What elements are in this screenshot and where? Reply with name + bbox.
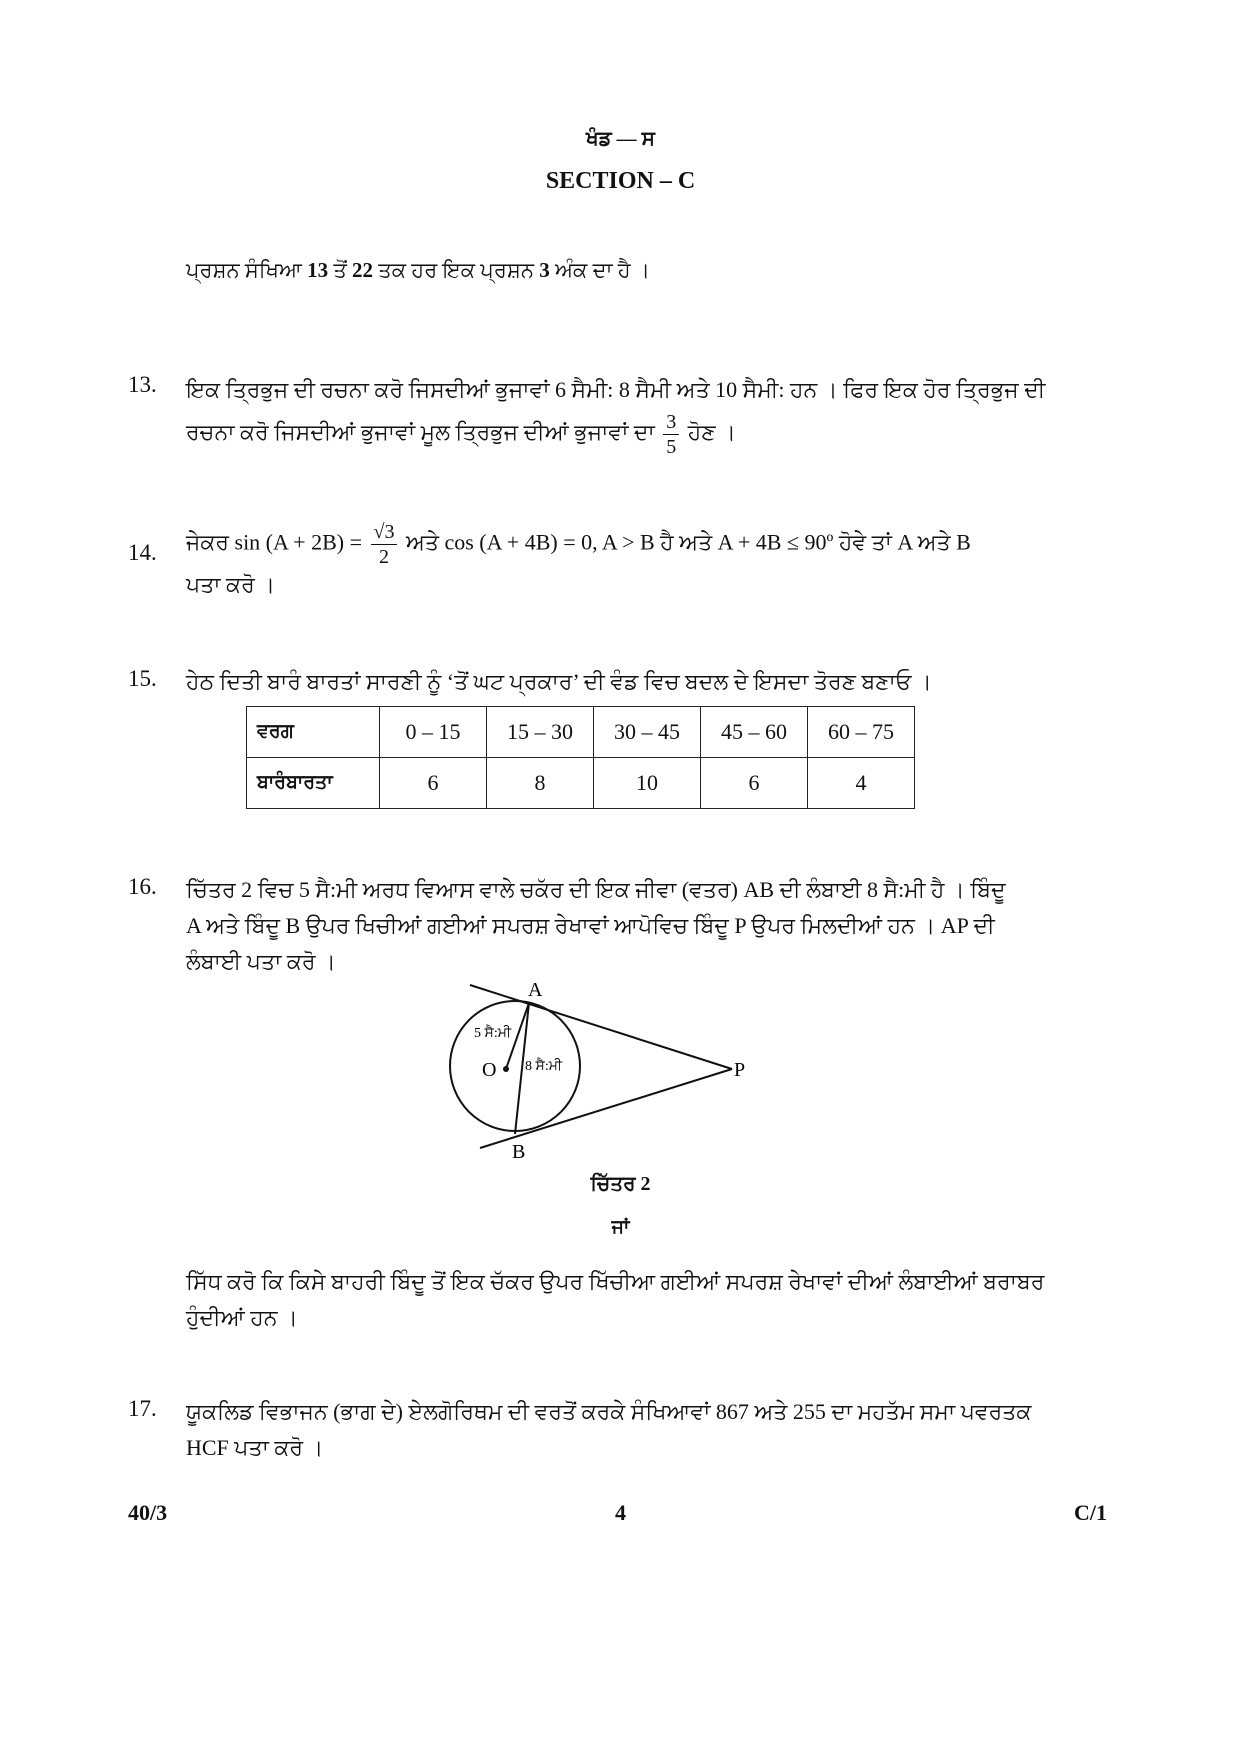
- question-17-line1: ਯੂਕਲਿਡ ਵਿਭਾਜਨ (ਭਾਗ ਦੇ) ਏਲਗੋਰਿਥਮ ਦੀ ਵਰਤੋਂ ਕਰਕੇ ਸੰਖਿਆਵਾਂ 867 ਅਤੇ 255 ਦਾ ਮਹਤੱਮ ਸਮਾ ਪਵਰਤਕ: [186, 1399, 1032, 1424]
- table-cell: 0 – 15: [380, 707, 487, 758]
- question-14-text: [186, 522, 1086, 603]
- table-cell: 60 – 75: [808, 707, 915, 758]
- question-16-line2: A ਅਤੇ ਬਿੰਦੂ B ਉਪਰ ਖਿਚੀਆਂ ਗਈਆਂ ਸਪਰਸ਼ ਰੇਖਾਵਾਂ ਆਪੋਵਿਚ ਬਿੰਦੂ P ਉਪਰ ਮਿਲਦੀਆਂ ਹਨ । AP ਦੀ: [186, 913, 995, 938]
- question-16-text: [186, 872, 1066, 980]
- center-point: [503, 1066, 509, 1072]
- section-instruction: [186, 258, 650, 283]
- table-row: [247, 707, 915, 758]
- question-14-part2: ਅਤੇ cos (A + 4B) = 0, A > B ਹੈ ਅਤੇ A + 4B ≤ 90º ਹੋਵੇ ਤਾਂ A ਅਤੇ B: [405, 529, 971, 555]
- section-title-punjabi: ਖੰਡ — ਸ: [586, 128, 655, 150]
- question-13-text: [186, 372, 1066, 457]
- fraction-denominator: 5: [666, 436, 677, 458]
- fraction-numerator: 3: [663, 412, 679, 435]
- label-radius: 5 ਸੈ:ਮੀ: [474, 1026, 512, 1041]
- question-17-text: [186, 1394, 1066, 1466]
- question-16-number: 16.: [128, 874, 157, 899]
- question-16-line3: ਲੰਬਾਈ ਪਤਾ ਕਰੋ ।: [186, 949, 336, 974]
- table-cell: 6: [380, 758, 487, 809]
- fraction-numerator: √3: [371, 522, 398, 545]
- instruction-text: ਅੰਕ ਦਾ ਹੈ ।: [549, 258, 651, 282]
- instruction-text: ਪ੍ਰਸ਼ਨ ਸੰਖਿਆ: [186, 258, 308, 282]
- table-cell: 30 – 45: [594, 707, 701, 758]
- footer-paper-code: 40/3: [128, 1500, 168, 1525]
- instruction-marks: 3: [539, 258, 550, 282]
- question-15-number: 15.: [128, 666, 157, 691]
- table-cell: 15 – 30: [487, 707, 594, 758]
- figure-caption: ਚਿੱਤਰ 2: [590, 1173, 651, 1195]
- footer-set-code: C/1: [1074, 1500, 1107, 1525]
- question-17-line2: HCF ਪਤਾ ਕਰੋ ।: [186, 1435, 324, 1460]
- question-16-alt-line1: ਸਿੱਧ ਕਰੋ ਕਿ ਕਿਸੇ ਬਾਹਰੀ ਬਿੰਦੂ ਤੋਂ ਇਕ ਚੱਕਰ ਉਪਰ ਖਿੱਚੀਆ ਗਈਆਂ ਸਪਰਸ਼ ਰੇਖਾਵਾਂ ਦੀਆਂ ਲੰਬਾਈਆਂ ਬਰਾਬਰ: [186, 1269, 1045, 1294]
- question-13-line2-end: ਹੋਣ ।: [687, 419, 736, 445]
- instruction-text: ਤਕ ਹਰ ਇਕ ਪ੍ਰਸ਼ਨ: [373, 258, 540, 282]
- question-14-line2: ਪਤਾ ਕਰੋ ।: [186, 572, 276, 597]
- footer-page-number: 4: [615, 1500, 626, 1525]
- frequency-table: [246, 706, 915, 809]
- table-cell: 10: [594, 758, 701, 809]
- question-14-line1: [186, 522, 1086, 567]
- label-o: O: [482, 1059, 497, 1081]
- label-chord: 8 ਸੈ:ਮੀ: [525, 1059, 563, 1074]
- question-13-line2-text: ਰਚਨਾ ਕਰੋ ਜਿਸਦੀਆਂ ਭੁਜਾਵਾਂ ਮੂਲ ਤ੍ਰਿਭੁਜ ਦੀਆਂ ਭੁਜਾਵਾਂ ਦਾ: [186, 419, 655, 445]
- question-14-part1: ਜੇਕਰ sin (A + 2B) =: [186, 529, 362, 555]
- instruction-to: 22: [352, 258, 374, 282]
- label-a: A: [528, 980, 543, 1001]
- table-cell: 8: [487, 758, 594, 809]
- instruction-text: ਤੋਂ: [328, 258, 353, 282]
- question-13-line1: ਇਕ ਤ੍ਰਿਭੁਜ ਦੀ ਰਚਨਾ ਕਰੋ ਜਿਸਦੀਆਂ ਭੁਜਾਵਾਂ 6 ਸੈਮੀ: 8 ਸੈਮੀ ਅਤੇ 10 ਸੈਮੀ: ਹਨ । ਫਿਰ ਇਕ ਹੋਰ ਤ੍ਰਿਭੁਜ ਦੀ: [186, 377, 1046, 402]
- question-16-alternative: [186, 1264, 1066, 1336]
- tangent-circle-figure: [430, 980, 770, 1170]
- or-separator: ਜਾਂ: [611, 1217, 630, 1238]
- question-14-number: 14.: [128, 540, 157, 565]
- label-b: B: [512, 1141, 526, 1163]
- question-16-alt-line2: ਹੁੰਦੀਆਂ ਹਨ ।: [186, 1305, 298, 1330]
- section-title-english: SECTION – C: [545, 168, 696, 194]
- table-row: [247, 758, 915, 809]
- instruction-from: 13: [307, 258, 329, 282]
- table-header-frequency: ਬਾਰੰਬਾਰਤਾ: [247, 758, 380, 809]
- label-p: P: [734, 1059, 746, 1081]
- fraction-root3-over-2: [371, 522, 398, 567]
- question-13-number: 13.: [128, 372, 157, 397]
- fraction-denominator: 2: [378, 546, 389, 568]
- question-15-text: ਹੇਠ ਦਿਤੀ ਬਾਰੰ ਬਾਰਤਾਂ ਸਾਰਣੀ ਨੂੰ ‘ਤੋਂ ਘਟ ਪ੍ਰਕਾਰ’ ਦੀ ਵੰਡ ਵਿਚ ਬਦਲ ਦੇ ਇਸਦਾ ਤੋਰਣ ਬਣਾਓ ।: [186, 669, 932, 694]
- table-cell: 45 – 60: [701, 707, 808, 758]
- question-16-line1: ਚਿੱਤਰ 2 ਵਿਚ 5 ਸੈ:ਮੀ ਅਰਧ ਵਿਆਸ ਵਾਲੇ ਚਕੱਰ ਦੀ ਇਕ ਜੀਵਾ (ਵਤਰ) AB ਦੀ ਲੰਬਾਈ 8 ਸੈ:ਮੀ ਹੈ । ਬਿੰਦੂ: [186, 877, 1006, 902]
- table-cell: 6: [701, 758, 808, 809]
- table-cell: 4: [808, 758, 915, 809]
- fraction-three-fifths: [663, 412, 679, 457]
- question-17-number: 17.: [128, 1396, 157, 1421]
- question-13-line2: [186, 412, 1066, 457]
- table-header-class: ਵਰਗ: [247, 707, 380, 758]
